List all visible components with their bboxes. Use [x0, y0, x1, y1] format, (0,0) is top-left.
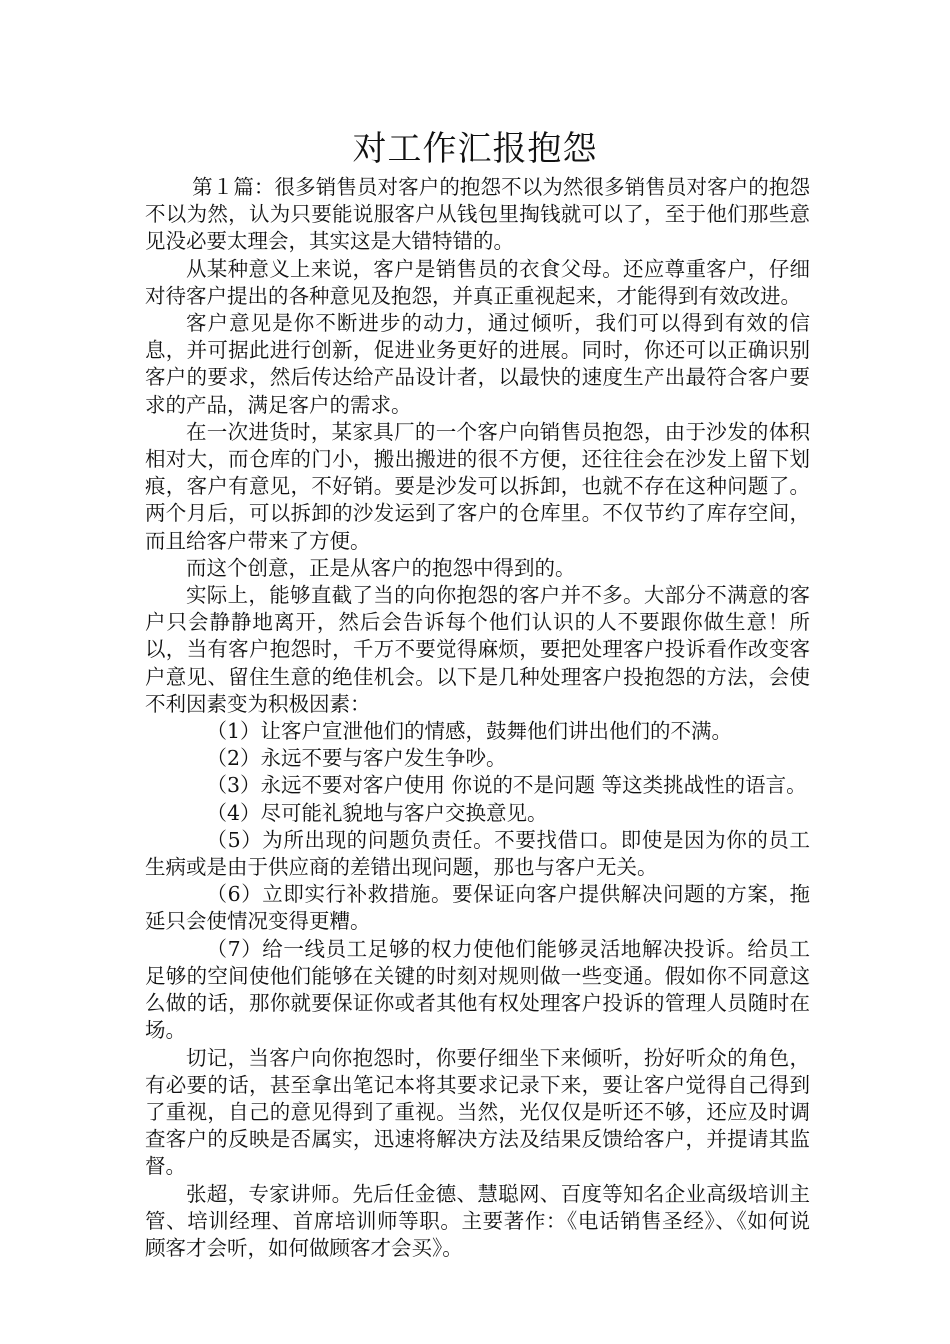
paragraph-2: 从某种意义上来说，客户是销售员的衣食父母。还应尊重客户，仔细对待客户提出的各种意见及抱怨，并真正重视起来，才能得到有效改进。 [145, 256, 810, 308]
paragraph-8: 张超，专家讲师。先后任金德、慧聪网、百度等知名企业高级培训主管、培训经理、首席培训师等职。主要著作：《电话销售圣经》、《如何说顾客才会听，如何做顾客才会买》。 [145, 1181, 810, 1260]
paragraph-6: 实际上，能够直截了当的向你抱怨的客户并不多。大部分不满意的客户只会静静地离开，然后会告诉每个他们认识的人不要跟你做生意！所以，当有客户抱怨时，千万不要觉得麻烦，要把处理客户投诉看作改变客户意见、留住生意的绝佳机会。以下是几种处理客户投抱怨的方法，会使不利因素变为积极因素： [145, 583, 810, 716]
paragraph-7: 切记，当客户向你抱怨时，你要仔细坐下来倾听，扮好听众的角色，有必要的话，甚至拿出笔记本将其要求记录下来，要让客户觉得自己得到了重视，自己的意见得到了重视。当然，光仅仅是听还不够，还应及时调查客户的反映是否属实，迅速将解决方法及结果反馈给客户，并提请其监督。 [145, 1045, 810, 1179]
document-body [145, 174, 810, 1262]
paragraph-5: 而这个创意，正是从客户的抱怨中得到的。 [186, 555, 576, 580]
list-item-1: （1）让客户宣泄他们的情感，鼓舞他们讲出他们的不满。 [206, 719, 733, 744]
list-item-2: （2）永远不要与客户发生争吵。 [206, 746, 507, 771]
document-title: 对工作汇报抱怨 [352, 129, 598, 169]
paragraph-1: 第１篇：很多销售员对客户的抱怨不以为然很多销售员对客户的抱怨不以为然，认为只要能说服客户从钱包里掏钱就可以了，至于他们那些意见没必要太理会，其实这是大错特错的。 [145, 175, 810, 254]
paragraph-4: 在一次进货时，某家具厂的一个客户向销售员抱怨，由于沙发的体积相对大，而仓库的门小，搬出搬进的很不方便，还往往会在沙发上留下划痕，客户有意见，不好销。要是沙发可以拆卸，也就不存在这种问题了。两个月后，可以拆卸的沙发运到了客户的仓库里。不仅节约了库存空间，而且给客户带来了方便。 [145, 419, 810, 553]
paragraph-3: 客户意见是你不断进步的动力，通过倾听，我们可以得到有效的信息，并可据此进行创新，促进业务更好的进展。同时，你还可以正确识别客户的要求，然后传达给产品设计者，以最快的速度生产出最符合客户要求的产品，满足客户的需求。 [145, 311, 810, 417]
list-item-5: （5）为所出现的问题负责任。不要找借口。即使是因为你的员工生病或是由于供应商的差错出现问题，那也与客户无关。 [145, 827, 810, 880]
list-item-4: （4）尽可能礼貌地与客户交换意见。 [206, 800, 548, 825]
list-item-7: （7）给一线员工足够的权力使他们能够灵活地解决投诉。给员工足够的空间使他们能够在关键的时刻对规则做一些变通。假如你不同意这么做的话，那你就要保证你或者其他有权处理客户投诉的管理人员随时在场。 [145, 936, 810, 1043]
list-item-3: （3）永远不要对客户使用 你说的不是问题 等这类挑战性的语言。 [206, 773, 807, 798]
list-item-6: （6）立即实行补救措施。要保证向客户提供解决问题的方案，拖延只会使情况变得更糟。 [145, 882, 810, 934]
